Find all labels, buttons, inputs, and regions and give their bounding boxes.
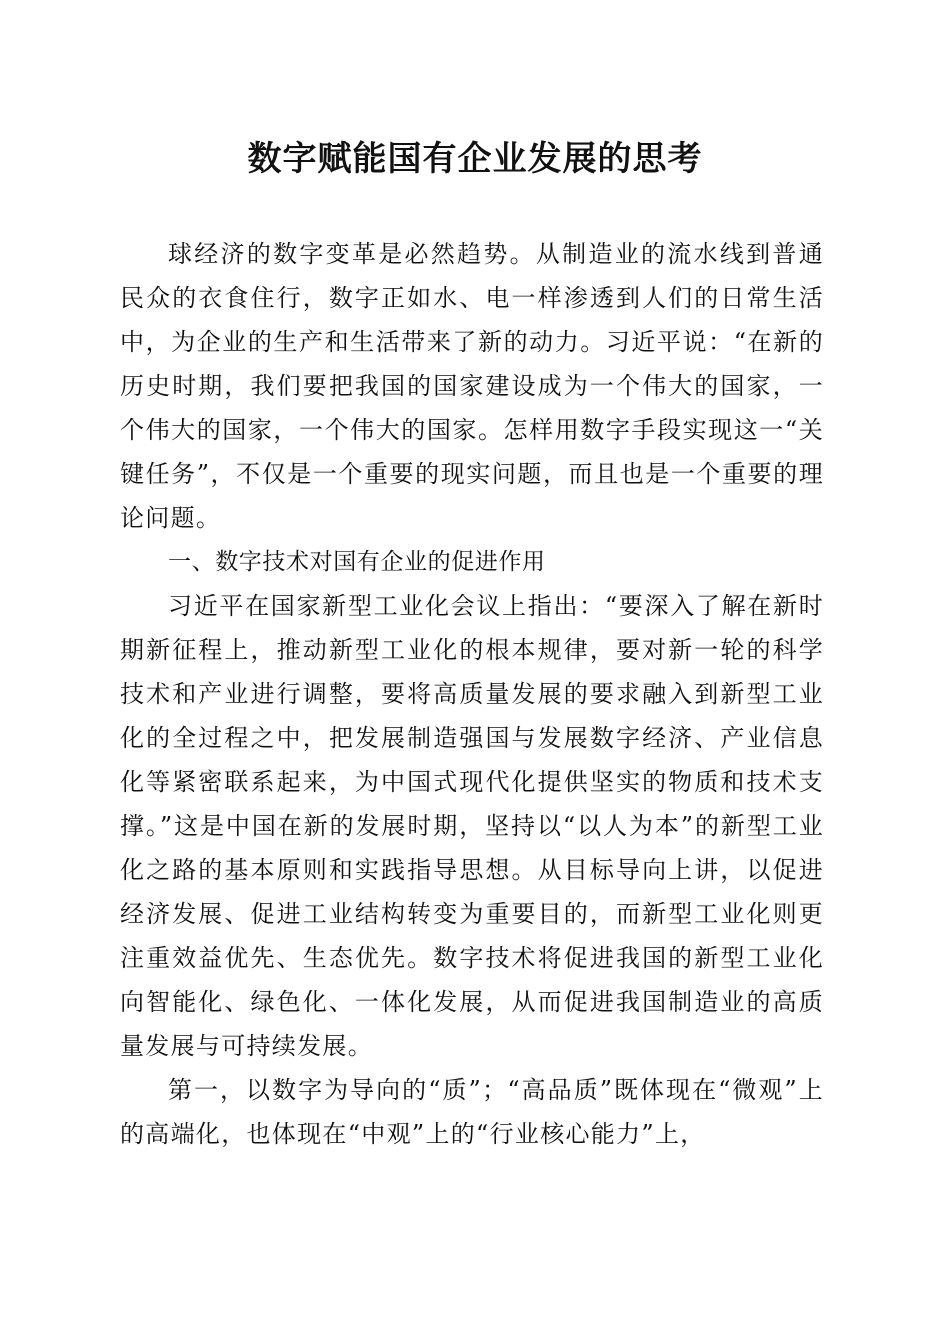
section-paragraph-2: 第一，以数字为导向的“质”；“高品质”既体现在“微观”上的高端化，也体现在“中观”上的“行业核心能力”上，: [120, 1076, 824, 1148]
intro-paragraph: 球经济的数字变革是必然趋势。从制造业的流水线到普通民众的衣食住行，数字正如水、电一样渗透到人们的日常生活中，为企业的生产和生活带来了新的动力。习近平说：“在新的历史时期，我们要把我国的国家建设成为一个伟大的国家，一个伟大的国家，一个伟大的国家。怎样用数字手段实现这一“关键任务”，不仅是一个重要的现实问题，而且也是一个重要的理论问题。: [120, 240, 824, 532]
document-title: 数字赋能国有企业发展的思考: [247, 139, 703, 179]
section-heading: 一、数字技术对国有企业的促进作用: [168, 549, 546, 575]
document-body: [120, 232, 824, 1156]
section-paragraph-1: 习近平在国家新型工业化会议上指出：“要深入了解在新时期新征程上，推动新型工业化的根本规律，要对新一轮的科学技术和产业进行调整，要将高质量发展的要求融入到新型工业化的全过程之中，把发展制造强国与发展数字经济、产业信息化等紧密联系起来，为中国式现代化提供坚实的物质和技术支撑。”这是中国在新的发展时期，坚持以“以人为本”的新型工业化之路的基本原则和实践指导思想。从目标导向上讲，以促进经济发展、促进工业结构转变为重要目的，而新型工业化则更注重效益优先、生态优先。数字技术将促进我国的新型工业化向智能化、绿色化、一体化发展，从而促进我国制造业的高质量发展与可持续发展。: [120, 592, 824, 1060]
